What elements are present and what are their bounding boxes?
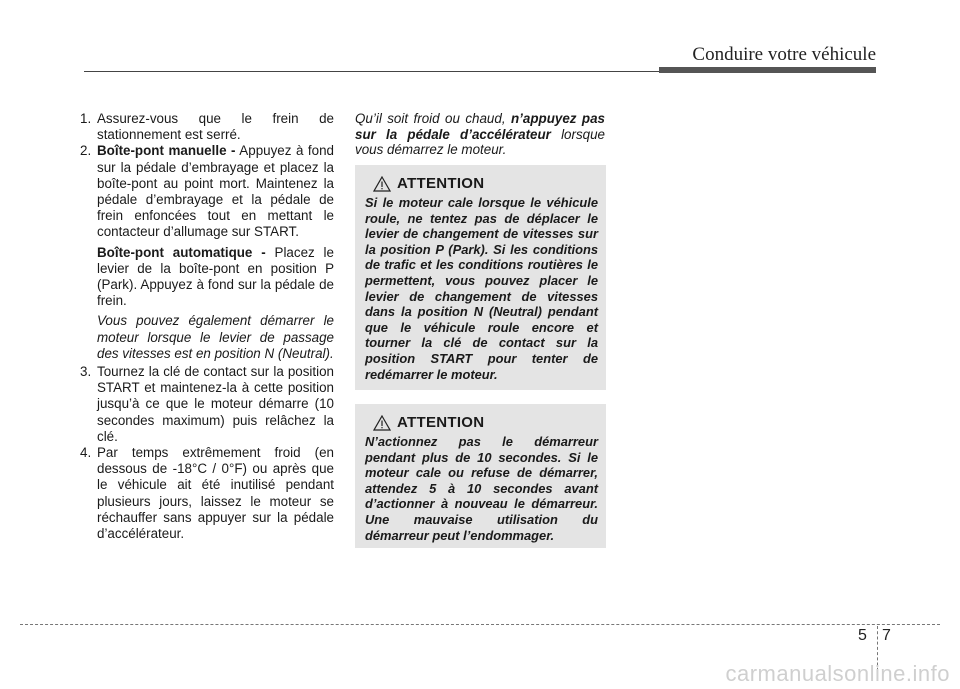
list-number: 3. xyxy=(80,364,92,380)
list-item xyxy=(80,364,334,445)
intro-paragraph xyxy=(355,111,605,158)
list-number: 2. xyxy=(80,143,92,159)
manual-transaxle-text: Appuyez à fond sur la pédale d’embrayage et placez la boîte-pont au point mort. Maintenez la pédale d’embrayage et la pédale de frein enfoncées tout en mettant le contacteur d’allumage sur START. xyxy=(97,143,334,240)
caution-box-stall xyxy=(355,165,606,390)
neutral-note: Vous pouvez également démarrer le moteur lorsque le levier de passage des vitesses est en position N (Neutral). xyxy=(97,313,334,361)
right-column-intro xyxy=(355,111,605,158)
caution-header xyxy=(365,175,598,192)
caution-header xyxy=(365,414,598,431)
manual-transaxle-label: Boîte-pont manuelle - xyxy=(97,143,236,159)
list-text: Par temps extrêmement froid (en dessous de -18°C / 0°F) ou après que le véhicule ait été inutilisé pendant plusieurs jours, laissez le moteur se réchauffer sans appuyer sur la pédale d’accélérateur. xyxy=(97,445,334,542)
list-text: Assurez-vous que le frein de stationnement est serré. xyxy=(97,111,334,143)
footer-rule xyxy=(20,624,940,625)
chapter-number: 5 xyxy=(858,627,867,644)
left-column xyxy=(80,111,334,542)
list-item xyxy=(80,143,334,240)
automatic-transaxle-paragraph xyxy=(80,245,334,310)
automatic-transaxle-text: Placez le levier de la boîte-pont en position P (Park). Appuyez à fond sur la pédale de frein. xyxy=(97,244,334,309)
list-item xyxy=(80,111,334,143)
list-number: 4. xyxy=(80,445,92,461)
list-number: 1. xyxy=(80,111,92,126)
page-number: 7 xyxy=(882,627,891,644)
warning-triangle-icon xyxy=(373,415,391,431)
caution-title: ATTENTION xyxy=(397,414,485,431)
intro-bold: n’appuyez pas sur la pédale d’accélérateur xyxy=(355,111,605,142)
list-text: Tournez la clé de contact sur la position START et maintenez-la à cette position jusqu’à ce que le moteur démarre (10 secondes maximum) puis relâchez la clé. xyxy=(97,364,334,444)
caution-text: Si le moteur cale lorsque le véhicule roule, ne tentez pas de déplacer le levier de changement de vitesses sur la position P (Park). Si les conditions de trafic et les conditions routières le permettent, vous pouvez placer le levier de changement de vitesses dans la position N (Neutral) pendant que le véhicule roule encore et tourner la clé de contact sur la position START pour tenter de redémarrer le moteur. xyxy=(365,195,598,382)
section-title: Conduire votre véhicule xyxy=(692,44,876,65)
caution-text: N’actionnez pas le démarreur pendant plus de 10 secondes. Si le moteur cale ou refuse de démarrer, attendez 5 à 10 secondes avant d’actionner à nouveau le démarreur. Une mauvaise utilisation du démarreur peut l’endommager. xyxy=(365,434,598,543)
header-rule xyxy=(84,71,659,72)
list-text xyxy=(97,143,334,240)
caution-box-starter xyxy=(355,404,606,548)
intro-pre: Qu’il soit froid ou chaud, xyxy=(355,111,511,126)
intro-post: lorsque vous démarrez le moteur. xyxy=(355,126,606,157)
header-rule-accent xyxy=(659,67,876,73)
caution-title: ATTENTION xyxy=(397,175,485,192)
automatic-transaxle-label: Boîte-pont automatique - xyxy=(97,244,266,260)
watermark: carmanualsonline.info xyxy=(725,661,950,686)
list-item xyxy=(80,445,334,542)
warning-triangle-icon xyxy=(373,176,391,192)
